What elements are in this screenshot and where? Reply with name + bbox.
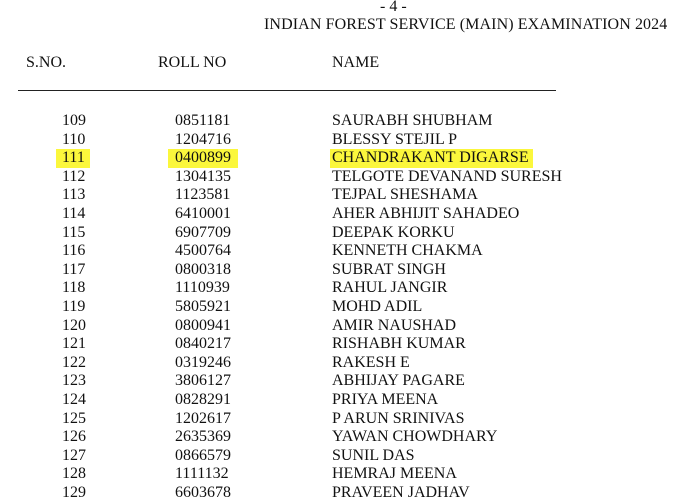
- serial-number: 120: [62, 316, 86, 334]
- serial-number: 114: [62, 204, 86, 222]
- header-rule: [18, 90, 556, 91]
- serial-number: 128: [62, 465, 86, 483]
- serial-number: 122: [62, 353, 86, 371]
- roll-number: 0828291: [175, 390, 231, 408]
- candidate-name: SUBRAT SINGH: [332, 260, 446, 278]
- roll-number: 5805921: [175, 297, 231, 315]
- candidate-name: YAWAN CHOWDHARY: [332, 428, 498, 446]
- serial-number: 118: [62, 279, 86, 297]
- serial-number: 115: [62, 223, 86, 241]
- serial-number: 109: [62, 112, 86, 129]
- page-number: - 4 -: [380, 0, 407, 15]
- serial-number: 125: [62, 409, 86, 427]
- exam-title: INDIAN FOREST SERVICE (MAIN) EXAMINATION 2024: [264, 16, 668, 33]
- candidate-name: P ARUN SRINIVAS: [332, 409, 465, 427]
- roll-number: 6907709: [175, 223, 231, 241]
- candidate-name: RAHUL JANGIR: [332, 279, 448, 297]
- serial-number: 113: [62, 186, 86, 204]
- roll-number: 1202617: [175, 409, 231, 427]
- candidate-name: RISHABH KUMAR: [332, 335, 466, 353]
- candidate-name: BLESSY STEJIL P: [332, 130, 458, 148]
- roll-number: 0800941: [175, 316, 231, 334]
- roll-number: 1304135: [175, 167, 231, 185]
- candidate-name: KENNETH CHAKMA: [332, 242, 483, 260]
- table-row: [0, 242, 676, 261]
- table-row: [0, 205, 676, 224]
- serial-number: 127: [62, 446, 86, 464]
- roll-number: 0851181: [175, 112, 231, 129]
- candidate-name: PRAVEEN JADHAV: [332, 483, 470, 501]
- serial-number: 116: [62, 242, 86, 260]
- roll-number: 1111132: [175, 465, 229, 483]
- roll-number: 0400899: [168, 149, 238, 168]
- table-row: [0, 484, 676, 502]
- candidate-name: DEEPAK KORKU: [332, 223, 455, 241]
- serial-number: 129: [62, 483, 86, 501]
- table-row: [0, 112, 676, 131]
- table-row: [0, 447, 676, 466]
- serial-number: 121: [62, 335, 86, 353]
- table-row: [0, 465, 676, 484]
- serial-number: 119: [62, 297, 86, 315]
- table-row: [0, 298, 676, 317]
- candidate-name: ABHIJAY PAGARE: [332, 372, 465, 390]
- roll-number: 0866579: [175, 446, 231, 464]
- column-header-sno: S.NO.: [26, 54, 67, 71]
- serial-number: 124: [62, 390, 86, 408]
- candidate-name: HEMRAJ MEENA: [332, 465, 457, 483]
- serial-number: 123: [62, 372, 86, 390]
- table-row: [0, 335, 676, 354]
- table-row: [0, 410, 676, 429]
- roll-number: 0800318: [175, 260, 231, 278]
- roll-number: 6603678: [175, 483, 231, 501]
- table-row: [0, 131, 676, 150]
- table-row: [0, 372, 676, 391]
- table-row: [0, 428, 676, 447]
- serial-number: 126: [62, 428, 86, 446]
- roll-number: 3806127: [175, 372, 231, 390]
- table-row-highlighted: [0, 149, 676, 168]
- candidate-name: SAURABH SHUBHAM: [332, 112, 493, 129]
- table-row: [0, 261, 676, 280]
- table-row: [0, 391, 676, 410]
- candidate-name: AMIR NAUSHAD: [332, 316, 457, 334]
- candidate-name: MOHD ADIL: [332, 297, 423, 315]
- candidate-name: PRIYA MEENA: [332, 390, 439, 408]
- table-row: [0, 354, 676, 373]
- table-row: [0, 317, 676, 336]
- table-row: [0, 279, 676, 298]
- serial-number: 111: [56, 149, 90, 168]
- candidate-name: AHER ABHIJIT SAHADEO: [332, 204, 520, 222]
- roll-number: 6410001: [175, 204, 231, 222]
- roll-number: 0840217: [175, 335, 231, 353]
- serial-number: 110: [62, 130, 86, 148]
- table-row: [0, 168, 676, 187]
- table-row: [0, 224, 676, 243]
- candidate-name: RAKESH E: [332, 353, 410, 371]
- column-header-name: NAME: [332, 54, 380, 71]
- roll-number: 4500764: [175, 242, 231, 260]
- roll-number: 1123581: [175, 186, 231, 204]
- candidate-name: TEJPAL SHESHAMA: [332, 186, 478, 204]
- serial-number: 112: [62, 167, 86, 185]
- roll-number: 1204716: [175, 130, 231, 148]
- column-header-roll-no: ROLL NO: [158, 54, 227, 71]
- roll-number: 1110939: [175, 279, 230, 297]
- roll-number: 0319246: [175, 353, 231, 371]
- table-row: [0, 186, 676, 205]
- roll-number: 2635369: [175, 428, 231, 446]
- candidate-name: SUNIL DAS: [332, 446, 415, 464]
- candidate-name: CHANDRAKANT DIGARSE: [330, 149, 533, 168]
- serial-number: 117: [62, 260, 86, 278]
- candidate-name: TELGOTE DEVANAND SURESH: [332, 167, 562, 185]
- results-list: [0, 112, 676, 502]
